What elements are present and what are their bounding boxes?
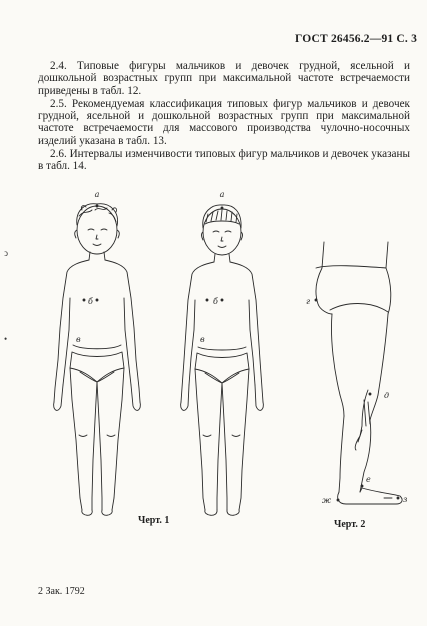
girl-label-b: б [88, 297, 93, 306]
figure2-caption: Черт. 2 [334, 519, 366, 530]
paragraph-2-4: 2.4. Типовые фигуры мальчиков и девочек грудной, ясельной и дошкольной возрастных групп при максимальной частоте встречаемости приведены в табл. 12. [38, 60, 410, 97]
figure1-caption: Черт. 1 [138, 515, 170, 526]
leg-label-z: з [403, 495, 408, 504]
leg-label-e: е [366, 475, 371, 484]
figures-drawing [0, 180, 427, 530]
boy-label-b: б [213, 297, 218, 306]
page-footer: 2 Зак. 1792 [38, 586, 85, 597]
page-header: ГОСТ 26456.2—91 С. 3 [295, 33, 418, 45]
body-text [38, 60, 410, 174]
boy-label-a: а [219, 190, 225, 199]
paragraph-2-5: 2.5. Рекомендуемая классификация типовых фигур мальчиков и девочек грудной, ясельной и дошкольной возрастных групп при максимальной частоте встречаемости для массового производства чулочно-носочных изделий указана в табл. 13. [38, 97, 410, 147]
leg-label-g: г [306, 297, 311, 306]
girl-label-a: а [94, 190, 100, 199]
girl-label-v: в [76, 335, 81, 344]
boy-figure [181, 205, 264, 515]
margin-mark-icon: ↄ [4, 248, 8, 258]
leg-label-d: д [384, 391, 390, 400]
paragraph-2-6: 2.6. Интервалы изменчивости типовых фигур мальчиков и девочек указаны в табл. 14. [38, 148, 410, 173]
girl-figure [54, 204, 141, 516]
leg-side-figure [315, 242, 402, 504]
leg-label-zh: ж [322, 496, 332, 505]
boy-label-v: в [200, 335, 205, 344]
margin-mark-icon: • [4, 334, 8, 344]
